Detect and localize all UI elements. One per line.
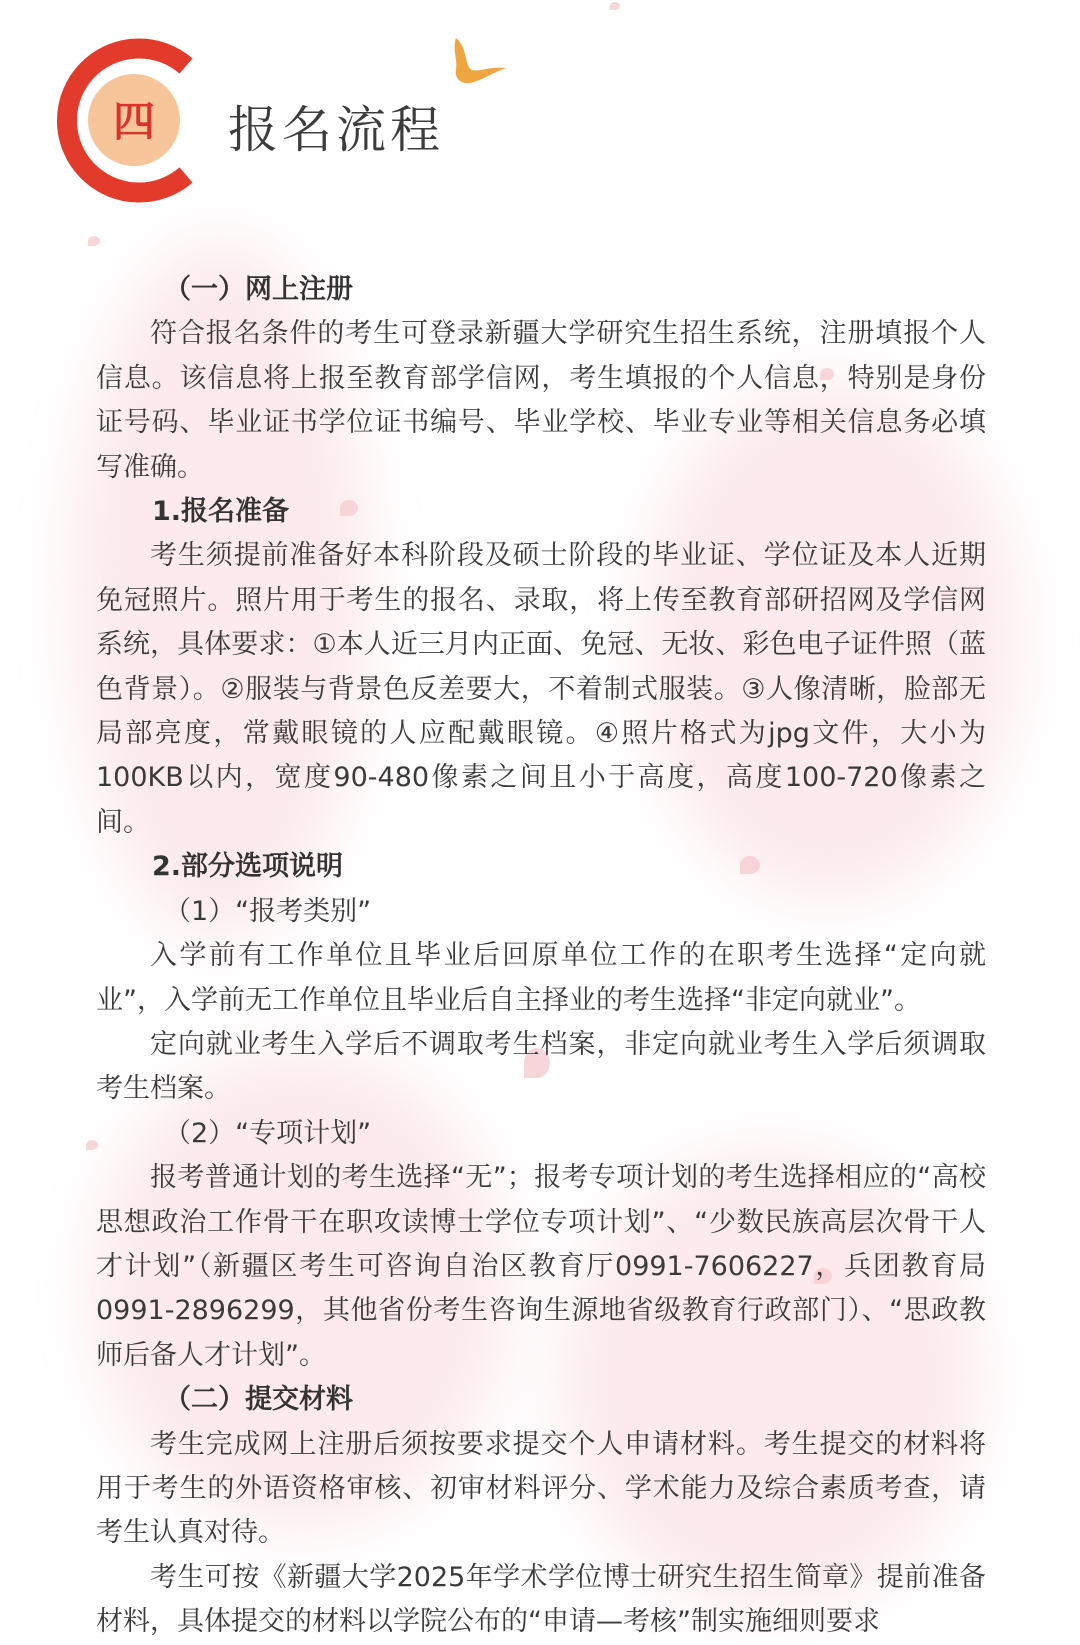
- subsection-heading: 1.报名准备: [152, 496, 290, 528]
- item-title: （1）“报考类别”: [164, 895, 372, 927]
- item-title: （2）“专项计划”: [164, 1117, 372, 1149]
- paragraph: 考生可按《新疆大学2025年学术学位博士研究生招生简章》提前准备材料，具体提交的材料以学院公布的“申请—考核”制实施细则要求: [96, 1561, 986, 1638]
- section-title: 报名流程: [228, 101, 444, 159]
- subsection-heading: 2.部分选项说明: [152, 851, 344, 883]
- paragraph: 定向就业考生入学后不调取考生档案，非定向就业考生入学后须调取考生档案。: [96, 1028, 986, 1105]
- paragraph: 报考普通计划的考生选择“无”；报考专项计划的考生选择相应的“高校思想政治工作骨干在职攻读博士学位专项计划”、“少数民族高层次骨干人才计划”（新疆区考生可咨询自治区教育厅0991-7606227，兵团教育局0991-2896299，其他省份考生咨询生源地省级教育行政部门）、“思政教师后备人才计划”。: [96, 1162, 986, 1371]
- article-body: [96, 268, 986, 1645]
- paragraph: 符合报名条件的考生可登录新疆大学研究生招生系统，注册填报个人信息。该信息将上报至教育部学信网，考生填报的个人信息，特别是身份证号码、毕业证书学位证书编号、毕业学校、毕业专业等相关信息务必填写准确。: [96, 318, 986, 483]
- section-number-badge: [56, 38, 206, 203]
- paragraph: 考生须提前准备好本科阶段及硕士阶段的毕业证、学位证及本人近期免冠照片。照片用于考生的报名、录取，将上传至教育部研招网及学信网系统，具体要求：①本人近三月内正面、免冠、无妆、彩色电子证件照（蓝色背景）。②服装与背景色反差要大，不着制式服装。③人像清晰，脸部无局部亮度，常戴眼镜的人应配戴眼镜。④照片格式为jpg文件，大小为100KB以内，宽度90-480像素之间且小于高度，高度100-720像素之间。: [96, 540, 986, 838]
- petal-decoration: [610, 2, 620, 10]
- paragraph: 入学前有工作单位且毕业后回原单位工作的在职考生选择“定向就业”，入学前无工作单位且毕业后自主择业的考生选择“非定向就业”。: [96, 940, 986, 1016]
- section-heading: （二）提交材料: [164, 1384, 353, 1416]
- petal-decoration: [88, 236, 100, 246]
- bird-icon: [450, 36, 508, 88]
- section-heading: （一）网上注册: [164, 274, 353, 305]
- badge-number: 四: [112, 97, 156, 146]
- paragraph: 考生完成网上注册后须按要求提交个人申请材料。考生提交的材料将用于考生的外语资格审核、初审材料评分、学术能力及综合素质考查，请考生认真对待。: [96, 1428, 986, 1549]
